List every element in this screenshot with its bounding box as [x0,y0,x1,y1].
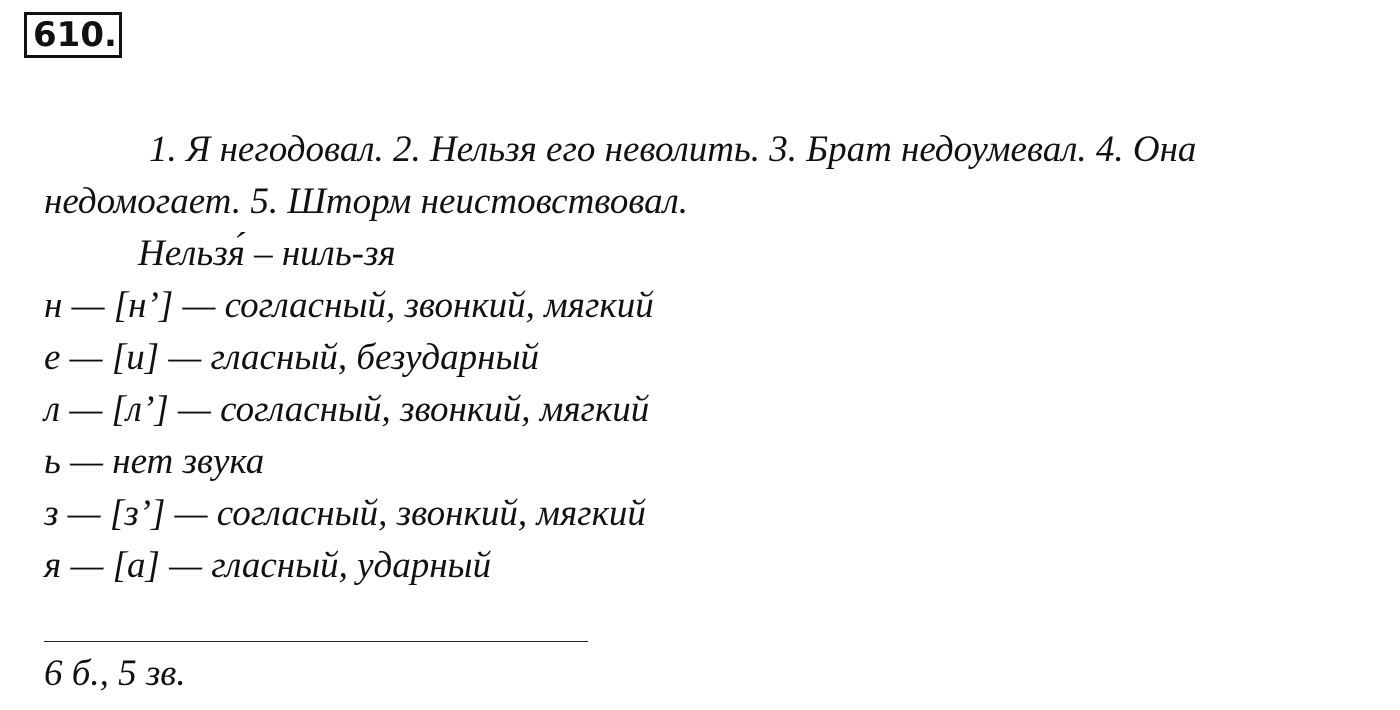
sentences-line-1: 1. Я негодовал. 2. Нельзя его неволить. 3. Брат недоумевал. 4. Она [149,129,1197,170]
task-number-box: 610. [24,12,122,58]
exercise-content [44,124,1344,592]
summary-divider [44,641,588,642]
letter-analysis-n: н — [н’] — согласный, звонкий, мягкий [44,285,654,326]
syllable-division: Нельзя́ – ниль-зя [138,233,396,274]
sentences-line-2: недомогает. 5. Шторм неистовствовал. [44,181,689,222]
letter-analysis-ya: я — [а] — гласный, ударный [44,545,492,586]
letters-sounds-summary: 6 б., 5 зв. [44,653,186,694]
letter-analysis-soft-sign: ь — нет звука [44,441,265,482]
letter-analysis-e: е — [и] — гласный, безударный [44,337,540,378]
letter-analysis-z: з — [з’] — согласный, звонкий, мягкий [44,493,646,534]
letter-analysis-l: л — [л’] — согласный, звонкий, мягкий [44,389,650,430]
